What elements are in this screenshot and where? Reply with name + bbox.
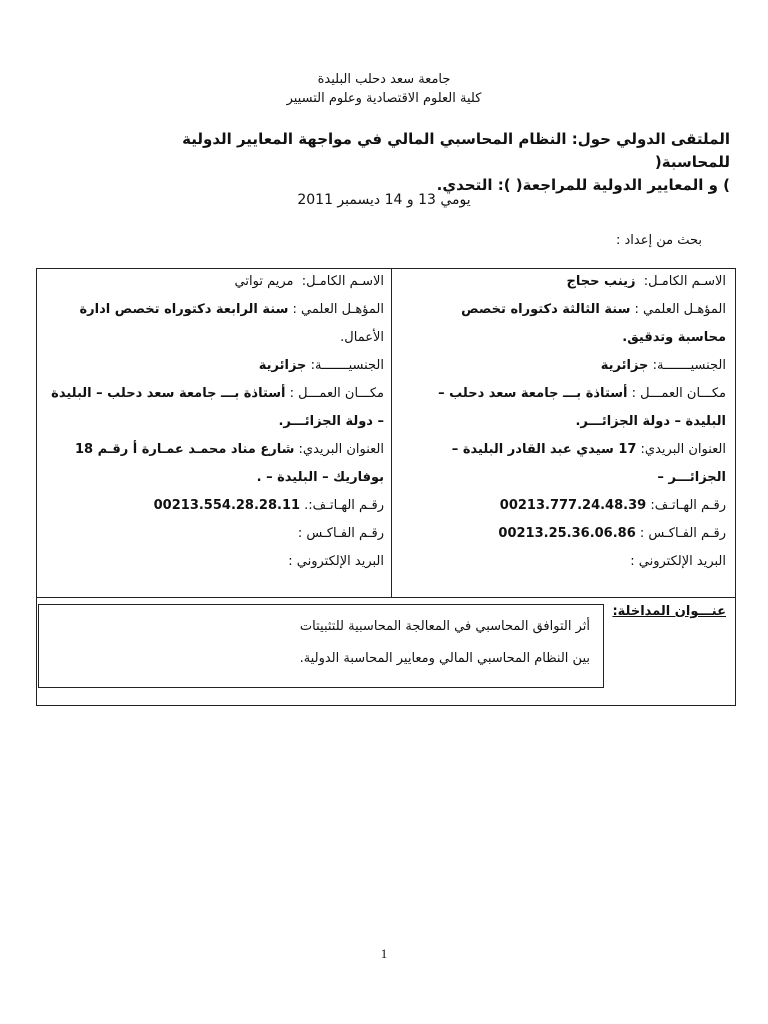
author-2-qualification-cont: الأعمال.	[340, 330, 384, 345]
author-1-workplace-cont: البليدة – دولة الجزائـــر.	[575, 414, 726, 429]
author-1-address-row: العنوان البريدي: 17 سيدي عبد القادر البليدة –	[451, 442, 726, 457]
author-2-name-row: الاسـم الكامـل: مريم تواتي	[234, 274, 384, 289]
topic-label: عنـــوان المداخلة:	[612, 604, 726, 619]
authors-table-divider	[391, 268, 392, 598]
author-2-address-cont: بوفاريك – البليدة – .	[256, 470, 384, 485]
author-1-nationality-row: الجنسيـــــــة: جزائرية	[600, 358, 726, 373]
institution-header	[0, 70, 768, 108]
topic-title	[60, 611, 590, 675]
author-2-fax-row: رقـم الفـاكـس :	[297, 526, 384, 541]
prepared-by-label: بحث من إعداد :	[615, 233, 702, 248]
page-number: 1	[380, 946, 388, 961]
author-1	[396, 268, 726, 576]
author-1-name-row: الاسـم الكامـل: زينب حجاج	[566, 274, 726, 289]
conference-title	[110, 128, 730, 197]
faculty-name: كلية العلوم الاقتصادية وعلوم التسيير	[286, 91, 482, 106]
author-2-workplace-cont: – دولة الجزائـــر.	[278, 414, 384, 429]
author-1-fax-row: رقـم الفـاكـس : 00213.25.36.06.86	[498, 526, 726, 541]
author-2-name: مريم تواتي	[234, 274, 294, 289]
university-name: جامعة سعد دحلب البليدة	[317, 72, 451, 87]
topic-title-line1: أثر التوافق المحاسبي في المعالجة المحاسبية للتثبيتات	[299, 619, 590, 634]
author-1-workplace-row: مكـــان العمـــل : أستاذة بـــ جامعة سعد دحلب –	[438, 386, 726, 401]
author-1-qualification-cont: محاسبة وتدقيق.	[622, 330, 726, 345]
author-1-email-row: البريد الإلكتروني :	[630, 554, 726, 569]
author-2-phone-row: رقـم الهـاتـف:. 00213.554.28.28.11	[153, 498, 384, 513]
author-2-workplace-row: مكـــان العمـــل : أستاذة بـــ جامعة سعد دحلب – البليدة	[51, 386, 384, 401]
conference-title-line1: الملتقى الدولي حول: النظام المحاسبي المالي في مواجهة المعايير الدولية للمحاسبة(	[182, 130, 730, 171]
conference-date: يومي 13 و 14 ديسمبر 2011	[297, 192, 471, 208]
author-2-address-row: العنوان البريدي: شارع مناد محمـد عمـارة أ رقـم 18	[74, 442, 384, 457]
topic-title-line2: بين النظام المحاسبي المالي ومعايير المحاسبة الدولية.	[299, 651, 590, 666]
author-2-email-row: البريد الإلكتروني :	[288, 554, 384, 569]
conference-title-line2: ) و المعايير الدولية للمراجعة( ): التحدي.	[436, 176, 730, 194]
author-1-qualification-row: المؤهـل العلمي : سنة الثالثة دكتوراه تخصص	[461, 302, 726, 317]
author-2-qualification-row: المؤهـل العلمي : سنة الرابعة دكتوراه تخصص ادارة	[79, 302, 384, 317]
author-2	[42, 268, 384, 576]
author-1-address-cont: الجزائـــر –	[657, 470, 726, 485]
author-1-phone-row: رقـم الهـاتـف: 00213.777.24.48.39	[499, 498, 726, 513]
author-2-nationality-row: الجنسيـــــــة: جزائرية	[258, 358, 384, 373]
author-1-name: زينب حجاج	[566, 274, 636, 289]
